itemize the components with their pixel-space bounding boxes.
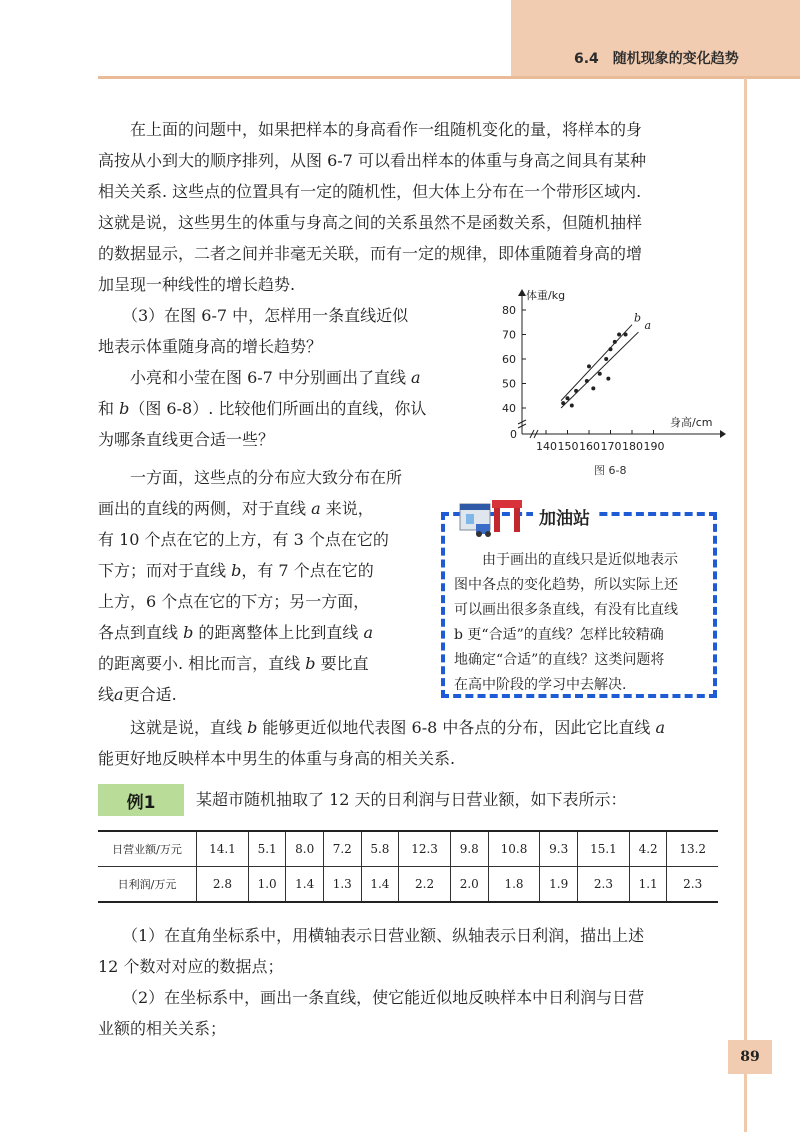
x-axis-label: 身高/cm — [670, 416, 713, 429]
table-cell: 13.2 — [667, 831, 718, 867]
margin-rule — [744, 78, 747, 1132]
origin-label: 0 — [510, 428, 517, 441]
fit-line-b — [561, 325, 632, 401]
header-rule — [98, 76, 800, 79]
table-cell: 2.0 — [451, 867, 489, 903]
data-point — [604, 357, 608, 361]
tip-line: b 更“合适”的直线？怎样比较精确 — [454, 627, 664, 643]
text-line: 下方；而对于直线 b，有 7 个点在它的 — [98, 561, 374, 580]
table-cell: 2.3 — [667, 867, 718, 903]
text-line: 相关关系. 这些点的位置具有一定的随机性，但大体上分布在一个带形区域内. — [98, 182, 642, 201]
x-tick-label: 180 — [622, 440, 643, 453]
table-row — [98, 867, 718, 903]
text-line: （3）在图 6-7 中，怎样用一条直线近似 — [98, 306, 409, 325]
data-point — [624, 333, 628, 337]
x-tick-label: 150 — [557, 440, 579, 453]
data-point — [609, 347, 613, 351]
table-cell: 1.8 — [488, 867, 540, 903]
x-tick-label: 140 — [536, 440, 557, 453]
y-axis-label: 体重/kg — [526, 289, 566, 302]
data-point — [566, 396, 570, 400]
table-cell: 2.2 — [399, 867, 451, 903]
text-line: 这就是说，这些男生的体重与身高之间的关系虽然不是函数关系，但随机抽样 — [98, 213, 643, 232]
table-cell: 5.1 — [248, 831, 286, 867]
data-point — [617, 333, 621, 337]
y-tick-label: 70 — [502, 328, 516, 342]
table-cell: 9.3 — [540, 831, 578, 867]
text-line: 在上面的问题中，如果把样本的身高看作一组随机变化的量，将样本的身 — [98, 120, 643, 139]
x-tick-label: 160 — [579, 440, 600, 453]
text-line: 高按从小到大的顺序排列，从图 6-7 可以看出样本的体重与身高之间具有某种 — [98, 151, 646, 170]
text-line: 小亮和小莹在图 6-7 中分别画出了直线 a — [98, 368, 421, 387]
y-tick-label: 60 — [502, 353, 516, 366]
table-cell: 1.4 — [286, 867, 324, 903]
tip-line: 在高中阶段的学习中去解决. — [454, 677, 627, 693]
table-cell: 1.4 — [361, 867, 399, 903]
text-line: 12 个数对对应的数据点； — [98, 957, 284, 976]
x-axis-arrow — [720, 430, 726, 438]
table-cell: 1.0 — [248, 867, 286, 903]
paragraph-conclusion — [98, 712, 665, 774]
data-point — [613, 340, 617, 344]
data-point — [574, 389, 578, 393]
page-number: 89 — [728, 1040, 772, 1074]
table-cell: 14.1 — [197, 831, 249, 867]
fit-line-label-a: a — [644, 319, 652, 333]
figure-caption: 图 6-8 — [594, 464, 627, 477]
text-line: 的距离要小. 相比而言，直线 b 要比直 — [98, 654, 369, 673]
data-point — [570, 404, 574, 408]
text-line: 这就是说，直线 b 能够更近似地代表图 6-8 中各点的分布，因此它比直线 a — [98, 718, 666, 737]
table-cell: 1.9 — [540, 867, 578, 903]
text-line: （2）在坐标系中，画出一条直线，使它能近似地反映样本中日利润与日营 — [98, 988, 645, 1007]
gas-station-icon — [458, 494, 526, 538]
row-header: 日营业额/万元 — [98, 831, 197, 867]
section-title: 6.4 随机现象的变化趋势 — [574, 51, 739, 67]
example-label: 例1 — [98, 784, 184, 816]
y-tick-label: 40 — [502, 402, 516, 415]
table-cell: 9.8 — [451, 831, 489, 867]
text-line: 各点到直线 b 的距离整体上比到直线 a — [98, 623, 374, 642]
tip-line: 可以画出很多条直线，有没有比直线 — [454, 602, 678, 618]
tip-title: 加油站 — [533, 504, 596, 529]
text-line: 画出的直线的两侧，对于直线 a 来说， — [98, 499, 374, 518]
data-point — [606, 377, 610, 381]
text-line: 线a更合适. — [98, 685, 177, 704]
table-cell: 2.8 — [197, 867, 249, 903]
data-point — [591, 386, 595, 390]
table-cell: 1.1 — [629, 867, 667, 903]
x-tick-label: 190 — [643, 440, 665, 453]
paragraph-intro — [98, 114, 646, 300]
table-cell: 2.3 — [578, 867, 630, 903]
text-line: 地表示体重随身高的增长趋势？ — [98, 337, 323, 356]
data-table — [98, 830, 718, 903]
table-cell: 15.1 — [578, 831, 630, 867]
text-line: 业额的相关关系； — [98, 1019, 227, 1038]
text-line: 有 10 个点在它的上方，有 3 个点在它的 — [98, 530, 389, 549]
row-header: 日利润/万元 — [98, 867, 197, 903]
text-line: 上方，6 个点在它的下方；另一方面， — [98, 592, 370, 611]
text-line: 的数据显示，二者之间并非毫无关联，而有一定的规律，即体重随着身高的增 — [98, 244, 643, 263]
y-tick-label: 80 — [502, 304, 516, 317]
paragraph-lines-drawn — [98, 362, 426, 455]
text-line: 一方面，这些点的分布应大致分布在所 — [98, 468, 403, 487]
table-cell: 1.3 — [324, 867, 362, 903]
data-point — [585, 379, 589, 383]
scatter-chart — [492, 284, 732, 456]
table-cell: 10.8 — [488, 831, 540, 867]
table-cell: 5.8 — [361, 831, 399, 867]
tip-line: 由于画出的直线只是近似地表示 — [454, 552, 678, 568]
text-line: （1）在直角坐标系中，用横轴表示日营业额、纵轴表示日利润，描出上述 — [98, 926, 645, 945]
tip-line: 地确定“合适”的直线？这类问题将 — [454, 652, 665, 668]
table-row — [98, 831, 718, 867]
fit-line-label-b: b — [634, 311, 642, 325]
paragraph-questions — [98, 920, 644, 1044]
x-tick-label: 170 — [600, 440, 622, 453]
text-line: 为哪条直线更合适一些？ — [98, 430, 275, 449]
paragraph-question-3 — [98, 300, 408, 362]
data-point — [598, 372, 602, 376]
text-line: 加呈现一种线性的增长趋势. — [98, 275, 296, 294]
fit-line-a — [561, 332, 638, 408]
data-point — [561, 401, 565, 405]
y-tick-label: 50 — [502, 377, 516, 391]
data-point — [587, 364, 591, 368]
table-cell: 12.3 — [399, 831, 451, 867]
tip-text — [454, 548, 678, 698]
tip-line: 图中各点的变化趋势，所以实际上还 — [454, 577, 678, 593]
table-cell: 4.2 — [629, 831, 667, 867]
y-axis-arrow — [518, 289, 526, 296]
example-text: 某超市随机抽取了 12 天的日利润与日营业额，如下表所示： — [196, 790, 627, 809]
paragraph-comparison — [98, 462, 402, 710]
table-cell: 8.0 — [286, 831, 324, 867]
text-line: 能更好地反映样本中男生的体重与身高的相关关系. — [98, 749, 456, 768]
text-line: 和 b（图 6-8）. 比较他们所画出的直线，你认 — [98, 399, 427, 418]
table-cell: 7.2 — [324, 831, 362, 867]
